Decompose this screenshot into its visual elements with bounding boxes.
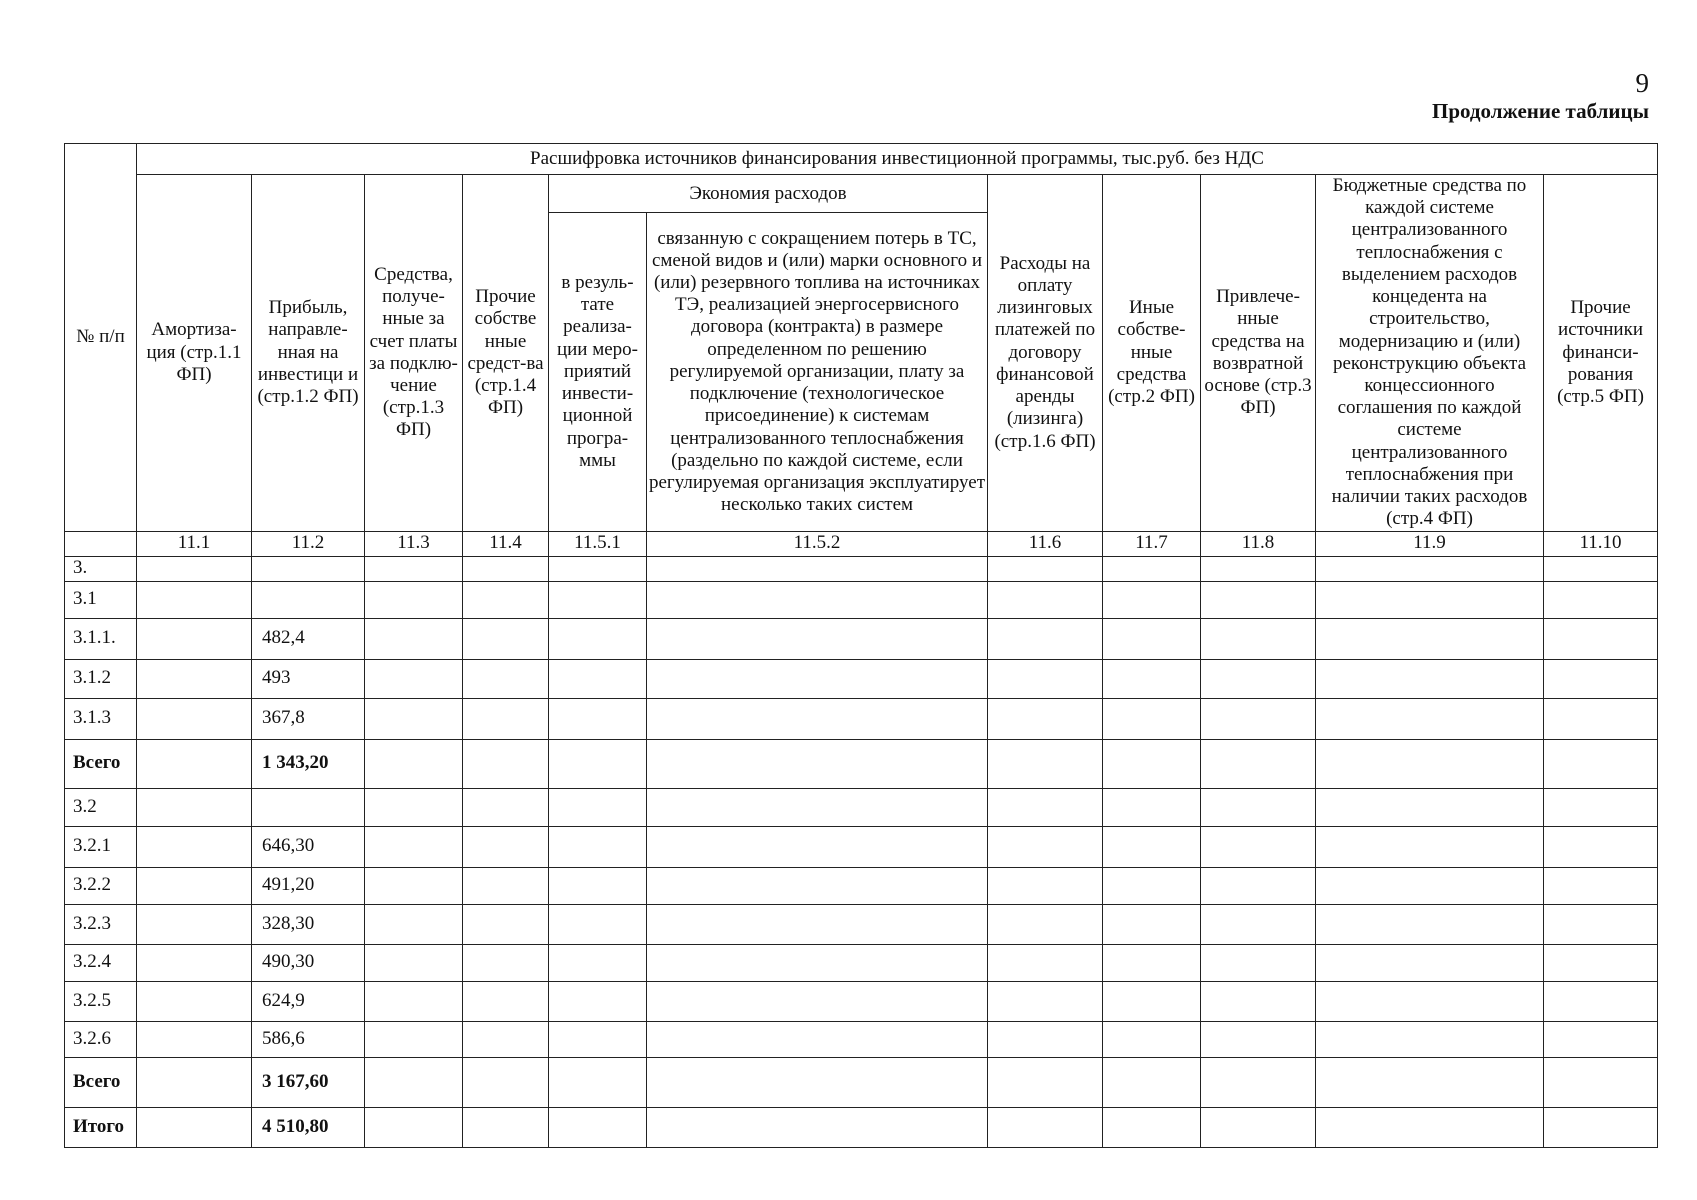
empty-cell xyxy=(137,618,252,659)
empty-cell xyxy=(365,788,463,826)
profit-value: 4 510,80 xyxy=(252,1107,365,1147)
row-number: 3.1.1. xyxy=(65,618,137,659)
np-header: № п/п xyxy=(65,144,137,532)
empty-cell xyxy=(549,981,647,1021)
header-row-1 xyxy=(65,175,1658,213)
column-number: 11.8 xyxy=(1201,531,1316,556)
empty-cell xyxy=(1316,981,1544,1021)
empty-cell xyxy=(1316,867,1544,904)
empty-cell xyxy=(1544,659,1658,698)
profit-value xyxy=(252,581,365,618)
empty-cell xyxy=(549,826,647,867)
empty-cell xyxy=(1316,698,1544,739)
empty-cell xyxy=(463,1107,549,1147)
row-number: 3.2.4 xyxy=(65,944,137,981)
empty-cell xyxy=(137,867,252,904)
column-number: 11.1 xyxy=(137,531,252,556)
row-number: Итого xyxy=(65,1107,137,1147)
empty-cell xyxy=(365,1057,463,1107)
col-header-economy: Экономия расходов xyxy=(549,175,988,213)
row-number: 3. xyxy=(65,556,137,581)
empty-cell xyxy=(463,944,549,981)
empty-cell xyxy=(1544,904,1658,944)
col-header-other-own-2: Иные собстве-нные средства (стр.2 ФП) xyxy=(1103,175,1201,532)
profit-value: 646,30 xyxy=(252,826,365,867)
col-header-amortization: Амортиза-ция (стр.1.1 ФП) xyxy=(137,175,252,532)
empty-cell xyxy=(1201,904,1316,944)
row-number: 3.2.3 xyxy=(65,904,137,944)
empty-cell xyxy=(1103,904,1201,944)
empty-cell xyxy=(988,581,1103,618)
empty-cell xyxy=(137,659,252,698)
empty-cell xyxy=(365,1021,463,1057)
column-number: 11.4 xyxy=(463,531,549,556)
col-header-returnable: Привлече-нные средства на возвратной основе (стр.3 ФП) xyxy=(1201,175,1316,532)
table-row xyxy=(65,698,1658,739)
table-row xyxy=(65,556,1658,581)
empty-cell xyxy=(549,698,647,739)
empty-cell xyxy=(463,981,549,1021)
empty-cell xyxy=(647,618,988,659)
empty-cell xyxy=(988,1107,1103,1147)
empty-cell xyxy=(549,659,647,698)
profit-value: 367,8 xyxy=(252,698,365,739)
col-header-other-sources: Прочие источники финанси-рования (стр.5 ФП) xyxy=(1544,175,1658,532)
empty-cell xyxy=(1544,698,1658,739)
empty-cell xyxy=(549,1107,647,1147)
table-row xyxy=(65,618,1658,659)
table-row xyxy=(65,867,1658,904)
row-number: 3.2.1 xyxy=(65,826,137,867)
empty-cell xyxy=(1103,1107,1201,1147)
empty-cell xyxy=(1201,581,1316,618)
empty-cell xyxy=(1103,826,1201,867)
table-row xyxy=(65,1057,1658,1107)
empty-cell xyxy=(1103,659,1201,698)
empty-cell xyxy=(1544,1021,1658,1057)
empty-cell xyxy=(463,826,549,867)
empty-cell xyxy=(1316,1107,1544,1147)
empty-cell xyxy=(988,739,1103,788)
financing-table xyxy=(64,143,1658,1148)
empty-cell xyxy=(365,739,463,788)
empty-cell xyxy=(1103,581,1201,618)
empty-cell xyxy=(1201,698,1316,739)
col-header-other-own: Прочие собстве нные средст-ва (стр.1.4 ФП) xyxy=(463,175,549,532)
profit-value: 586,6 xyxy=(252,1021,365,1057)
empty-cell xyxy=(137,739,252,788)
profit-value: 1 343,20 xyxy=(252,739,365,788)
empty-cell xyxy=(549,1057,647,1107)
column-number: 11.5.1 xyxy=(549,531,647,556)
col-header-connection: Средства, получе-нные за счет платы за подклю-чение (стр.1.3 ФП) xyxy=(365,175,463,532)
empty-cell xyxy=(1316,581,1544,618)
empty-cell xyxy=(1544,581,1658,618)
empty-cell xyxy=(549,867,647,904)
col-header-economy-result: в резуль-тате реализа-ции меро-приятий инвести-ционной програ-ммы xyxy=(549,213,647,531)
empty-cell xyxy=(463,698,549,739)
profit-value: 490,30 xyxy=(252,944,365,981)
empty-cell xyxy=(137,788,252,826)
empty-cell xyxy=(647,1021,988,1057)
table-row xyxy=(65,981,1658,1021)
empty-cell xyxy=(1316,618,1544,659)
empty-cell xyxy=(1201,1107,1316,1147)
profit-value xyxy=(252,556,365,581)
empty-cell xyxy=(647,739,988,788)
empty-cell xyxy=(1103,981,1201,1021)
empty-cell xyxy=(549,904,647,944)
row-number: 3.2.2 xyxy=(65,867,137,904)
empty-cell xyxy=(988,659,1103,698)
empty-cell xyxy=(1544,867,1658,904)
empty-cell xyxy=(137,1107,252,1147)
empty-cell xyxy=(1544,739,1658,788)
page-number: 9 xyxy=(1635,68,1649,98)
profit-value xyxy=(252,788,365,826)
continuation-label: Продолжение таблицы xyxy=(1431,99,1649,123)
row-number: 3.1 xyxy=(65,581,137,618)
empty-cell xyxy=(1544,556,1658,581)
empty-cell xyxy=(647,1107,988,1147)
empty-cell xyxy=(1316,944,1544,981)
row-number: 3.1.3 xyxy=(65,698,137,739)
empty-cell xyxy=(647,867,988,904)
table-row xyxy=(65,1107,1658,1147)
empty-cell xyxy=(1103,788,1201,826)
empty-cell xyxy=(647,904,988,944)
profit-value: 3 167,60 xyxy=(252,1057,365,1107)
row-number: 3.2 xyxy=(65,788,137,826)
empty-cell xyxy=(1544,944,1658,981)
empty-cell xyxy=(1316,788,1544,826)
table-row xyxy=(65,904,1658,944)
col-header-leasing: Расходы на оплату лизинговых платежей по договору финансовой аренды (лизинга) (стр.1.6 ФП) xyxy=(988,175,1103,532)
empty-cell xyxy=(137,981,252,1021)
empty-cell xyxy=(137,904,252,944)
empty-cell xyxy=(463,867,549,904)
row-number: Всего xyxy=(65,1057,137,1107)
profit-value: 493 xyxy=(252,659,365,698)
col-header-economy-related: связанную с сокращением потерь в ТС, сменой видов и (или) марки основного и (или) резервного топлива на источниках ТЭ, реализацией энергосервисного договора (контракта) в размере определенном по решению регулируемой организации, плату за подключение (технологическое присоединение) к системам централизованного теплоснабжения (раздельно по каждой системе, если регулируемая организация эксплуатирует несколько таких систем xyxy=(647,213,988,531)
empty-cell xyxy=(549,618,647,659)
empty-cell xyxy=(1103,698,1201,739)
empty-cell xyxy=(1201,556,1316,581)
column-number: 11.5.2 xyxy=(647,531,988,556)
profit-value: 624,9 xyxy=(252,981,365,1021)
empty-cell xyxy=(988,788,1103,826)
empty-cell xyxy=(647,826,988,867)
empty-cell xyxy=(463,788,549,826)
empty-cell xyxy=(1316,659,1544,698)
empty-cell xyxy=(647,1057,988,1107)
empty-cell xyxy=(1201,659,1316,698)
table-body xyxy=(65,556,1658,1147)
empty-cell xyxy=(1316,739,1544,788)
empty-cell xyxy=(647,659,988,698)
empty-cell xyxy=(988,981,1103,1021)
empty-cell xyxy=(365,826,463,867)
empty-cell xyxy=(647,944,988,981)
table-row xyxy=(65,788,1658,826)
empty-cell xyxy=(647,556,988,581)
empty-cell xyxy=(463,739,549,788)
column-numbers-row xyxy=(65,531,1658,556)
column-number-empty xyxy=(65,531,137,556)
empty-cell xyxy=(137,581,252,618)
empty-cell xyxy=(549,944,647,981)
empty-cell xyxy=(463,659,549,698)
row-number: 3.2.5 xyxy=(65,981,137,1021)
empty-cell xyxy=(1316,556,1544,581)
empty-cell xyxy=(365,698,463,739)
profit-value: 491,20 xyxy=(252,867,365,904)
column-number: 11.2 xyxy=(252,531,365,556)
empty-cell xyxy=(988,904,1103,944)
empty-cell xyxy=(137,556,252,581)
column-number: 11.3 xyxy=(365,531,463,556)
empty-cell xyxy=(1316,1057,1544,1107)
empty-cell xyxy=(137,1057,252,1107)
empty-cell xyxy=(1544,1107,1658,1147)
empty-cell xyxy=(365,904,463,944)
empty-cell xyxy=(549,1021,647,1057)
empty-cell xyxy=(1201,739,1316,788)
empty-cell xyxy=(1544,1057,1658,1107)
empty-cell xyxy=(463,581,549,618)
empty-cell xyxy=(137,826,252,867)
col-header-profit: Прибыль, направле-нная на инвестици и (стр.1.2 ФП) xyxy=(252,175,365,532)
empty-cell xyxy=(365,1107,463,1147)
empty-cell xyxy=(463,618,549,659)
empty-cell xyxy=(1544,618,1658,659)
profit-value: 482,4 xyxy=(252,618,365,659)
empty-cell xyxy=(365,618,463,659)
column-number: 11.6 xyxy=(988,531,1103,556)
empty-cell xyxy=(1316,1021,1544,1057)
empty-cell xyxy=(988,1021,1103,1057)
empty-cell xyxy=(1201,788,1316,826)
empty-cell xyxy=(988,867,1103,904)
empty-cell xyxy=(365,556,463,581)
table-title: Расшифровка источников финансирования инвестиционной программы, тыс.руб. без НДС xyxy=(137,144,1658,175)
empty-cell xyxy=(988,556,1103,581)
empty-cell xyxy=(988,1057,1103,1107)
empty-cell xyxy=(988,826,1103,867)
empty-cell xyxy=(1201,1057,1316,1107)
table-title-row xyxy=(65,144,1658,175)
table-row xyxy=(65,1021,1658,1057)
empty-cell xyxy=(1544,788,1658,826)
empty-cell xyxy=(463,1057,549,1107)
table-row xyxy=(65,826,1658,867)
empty-cell xyxy=(1316,826,1544,867)
empty-cell xyxy=(1103,1057,1201,1107)
empty-cell xyxy=(647,981,988,1021)
empty-cell xyxy=(549,788,647,826)
empty-cell xyxy=(1544,981,1658,1021)
empty-cell xyxy=(365,581,463,618)
empty-cell xyxy=(1201,867,1316,904)
empty-cell xyxy=(1103,618,1201,659)
empty-cell xyxy=(137,1021,252,1057)
empty-cell xyxy=(549,581,647,618)
empty-cell xyxy=(1103,944,1201,981)
column-number: 11.10 xyxy=(1544,531,1658,556)
profit-value: 328,30 xyxy=(252,904,365,944)
row-number: 3.1.2 xyxy=(65,659,137,698)
empty-cell xyxy=(1103,739,1201,788)
row-number: Всего xyxy=(65,739,137,788)
empty-cell xyxy=(1103,556,1201,581)
empty-cell xyxy=(1201,1021,1316,1057)
empty-cell xyxy=(988,618,1103,659)
empty-cell xyxy=(549,739,647,788)
empty-cell xyxy=(365,944,463,981)
empty-cell xyxy=(1103,1021,1201,1057)
column-number: 11.7 xyxy=(1103,531,1201,556)
empty-cell xyxy=(365,981,463,1021)
empty-cell xyxy=(549,556,647,581)
empty-cell xyxy=(365,867,463,904)
empty-cell xyxy=(988,698,1103,739)
empty-cell xyxy=(1201,981,1316,1021)
empty-cell xyxy=(1544,826,1658,867)
table-row xyxy=(65,944,1658,981)
empty-cell xyxy=(1201,618,1316,659)
empty-cell xyxy=(463,556,549,581)
column-number: 11.9 xyxy=(1316,531,1544,556)
empty-cell xyxy=(988,944,1103,981)
table-row xyxy=(65,581,1658,618)
table-row xyxy=(65,659,1658,698)
row-number: 3.2.6 xyxy=(65,1021,137,1057)
empty-cell xyxy=(647,581,988,618)
empty-cell xyxy=(1103,867,1201,904)
empty-cell xyxy=(1316,904,1544,944)
empty-cell xyxy=(647,698,988,739)
col-header-budget: Бюджетные средства по каждой системе централизованного теплоснабжения с выделением расходов концедента на строительство, модернизацию и (или) реконструкцию объекта концессионного соглашения по каждой системе централизованного теплоснабжения при наличии таких расходов (стр.4 ФП) xyxy=(1316,175,1544,532)
empty-cell xyxy=(137,944,252,981)
empty-cell xyxy=(1201,944,1316,981)
empty-cell xyxy=(1201,826,1316,867)
empty-cell xyxy=(137,698,252,739)
empty-cell xyxy=(647,788,988,826)
table-row xyxy=(65,739,1658,788)
empty-cell xyxy=(463,904,549,944)
empty-cell xyxy=(365,659,463,698)
empty-cell xyxy=(463,1021,549,1057)
